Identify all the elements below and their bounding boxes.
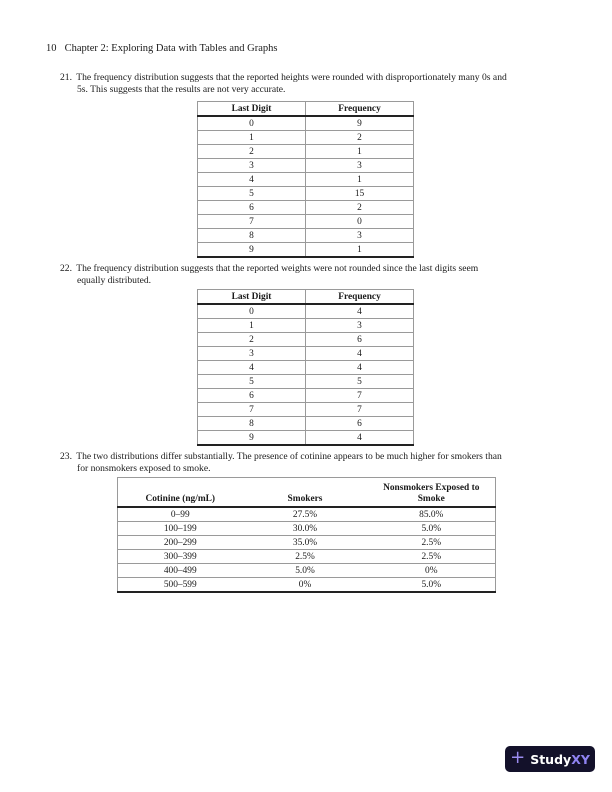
table-row xyxy=(198,361,414,375)
table-cell: 5.0% xyxy=(243,564,368,578)
table-cell: 5 xyxy=(306,375,414,389)
table-cell: 4 xyxy=(357,306,362,317)
table-cell: 5 xyxy=(198,187,306,201)
table-row xyxy=(198,375,414,389)
table-cell: 7 xyxy=(306,389,414,403)
column-header: Frequency xyxy=(306,102,414,117)
table-row xyxy=(198,347,414,361)
table-cell: 3 xyxy=(306,319,414,333)
table-cell: 9 xyxy=(198,431,306,446)
table-row xyxy=(198,417,414,431)
table-cell: 5.0% xyxy=(368,522,496,536)
table-cell: 0 xyxy=(306,215,414,229)
table-cell: 2.5% xyxy=(368,536,496,550)
table-cell: 0% xyxy=(368,564,496,578)
table-cell: 6 xyxy=(198,201,306,215)
problem-number: 22. xyxy=(60,263,72,274)
table-cell: 2 xyxy=(198,333,306,347)
table-cell: 100–199 xyxy=(118,522,243,536)
table-cell: 1 xyxy=(306,145,414,159)
table-row xyxy=(198,131,414,145)
table-row xyxy=(118,578,496,593)
table-row xyxy=(198,431,414,446)
table-row xyxy=(198,201,414,215)
table-cell: 6 xyxy=(198,389,306,403)
page-header xyxy=(46,43,277,54)
table-row xyxy=(198,173,414,187)
table-cell: 2.5% xyxy=(368,550,496,564)
table-row xyxy=(198,187,414,201)
table-cell: 85.0% xyxy=(419,509,444,520)
table-cell: 400–499 xyxy=(118,564,243,578)
table-row xyxy=(198,145,414,159)
page-number: 10 xyxy=(46,43,57,54)
column-header: Nonsmokers Exposed to Smoke xyxy=(368,478,496,508)
table-cell: 2.5% xyxy=(243,550,368,564)
table-row xyxy=(198,243,414,258)
table-row xyxy=(198,333,414,347)
problem-21-text: 21. The frequency distribution suggests that the reported heights were rounded with disproportionately many 0s and 5s. This suggests that the results are not very accurate. xyxy=(60,72,507,95)
cotinine-distribution-table xyxy=(117,477,496,593)
column-header: Last Digit xyxy=(198,102,306,117)
table-row xyxy=(198,229,414,243)
table-cell: 5 xyxy=(198,375,306,389)
table-row xyxy=(118,564,496,578)
table-cell: 1 xyxy=(306,243,414,258)
table-row xyxy=(118,536,496,550)
column-header: Cotinine (ng/mL) xyxy=(118,478,243,508)
table-cell: 0 xyxy=(198,116,306,131)
table-cell: 4 xyxy=(306,431,414,446)
table-cell: 1 xyxy=(198,319,306,333)
table-row xyxy=(198,403,414,417)
table-cell: 0% xyxy=(243,578,368,593)
weights-last-digit-table xyxy=(197,289,414,446)
table-cell: 200–299 xyxy=(118,536,243,550)
table-cell: 8 xyxy=(198,417,306,431)
studyxy-logo xyxy=(505,746,595,772)
table-row xyxy=(198,304,414,319)
table-row xyxy=(198,159,414,173)
table-cell: 6 xyxy=(306,417,414,431)
table-cell: 7 xyxy=(198,215,306,229)
table-cell: 0 xyxy=(198,304,306,319)
table-cell: 1 xyxy=(306,173,414,187)
table-cell: 9 xyxy=(198,243,306,258)
table-cell: 7 xyxy=(306,403,414,417)
table-cell: 9 xyxy=(357,118,362,129)
table-row xyxy=(118,550,496,564)
table-cell: 7 xyxy=(198,403,306,417)
table-row xyxy=(118,522,496,536)
chapter-title: Chapter 2: Exploring Data with Tables and Graphs xyxy=(64,43,278,54)
table-cell: 4 xyxy=(306,361,414,375)
table-cell: 30.0% xyxy=(243,522,368,536)
table-cell: 500–599 xyxy=(118,578,243,593)
table-row xyxy=(198,319,414,333)
table-cell: 8 xyxy=(198,229,306,243)
problem-22-text: 22. The frequency distribution suggests that the reported weights were not rounded since the last digits seem equally distributed. xyxy=(60,263,479,286)
table-cell: 4 xyxy=(306,347,414,361)
table-row xyxy=(198,389,414,403)
table-cell: 300–399 xyxy=(118,550,243,564)
table-row xyxy=(198,215,414,229)
table-cell: 6 xyxy=(306,333,414,347)
table-cell: 2 xyxy=(306,131,414,145)
table-cell: 3 xyxy=(306,229,414,243)
column-header: Frequency xyxy=(306,290,414,305)
table-cell: 35.0% xyxy=(243,536,368,550)
table-cell: 27.5% xyxy=(292,509,318,520)
table-cell: 3 xyxy=(198,159,306,173)
problem-number: 23. xyxy=(60,451,72,462)
table-row xyxy=(198,116,414,131)
table-cell: 1 xyxy=(198,131,306,145)
table-cell: 15 xyxy=(306,187,414,201)
table-cell: 0–99 xyxy=(170,509,190,520)
table-cell: 3 xyxy=(306,159,414,173)
table-cell: 4 xyxy=(198,361,306,375)
table-cell: 2 xyxy=(198,145,306,159)
column-header: Smokers xyxy=(243,478,368,508)
heights-last-digit-table xyxy=(197,101,414,258)
table-cell: 5.0% xyxy=(368,578,496,593)
plus-icon: + xyxy=(510,747,526,768)
table-row xyxy=(118,507,496,522)
logo-text: StudyXY xyxy=(530,751,590,767)
table-cell: 3 xyxy=(198,347,306,361)
column-header: Last Digit xyxy=(198,290,306,305)
table-cell: 4 xyxy=(198,173,306,187)
problem-23-text: 23. The two distributions differ substantially. The presence of cotinine appears to be much higher for smokers than for nonsmokers exposed to smoke. xyxy=(60,451,502,474)
table-cell: 2 xyxy=(306,201,414,215)
problem-number: 21. xyxy=(60,72,72,83)
